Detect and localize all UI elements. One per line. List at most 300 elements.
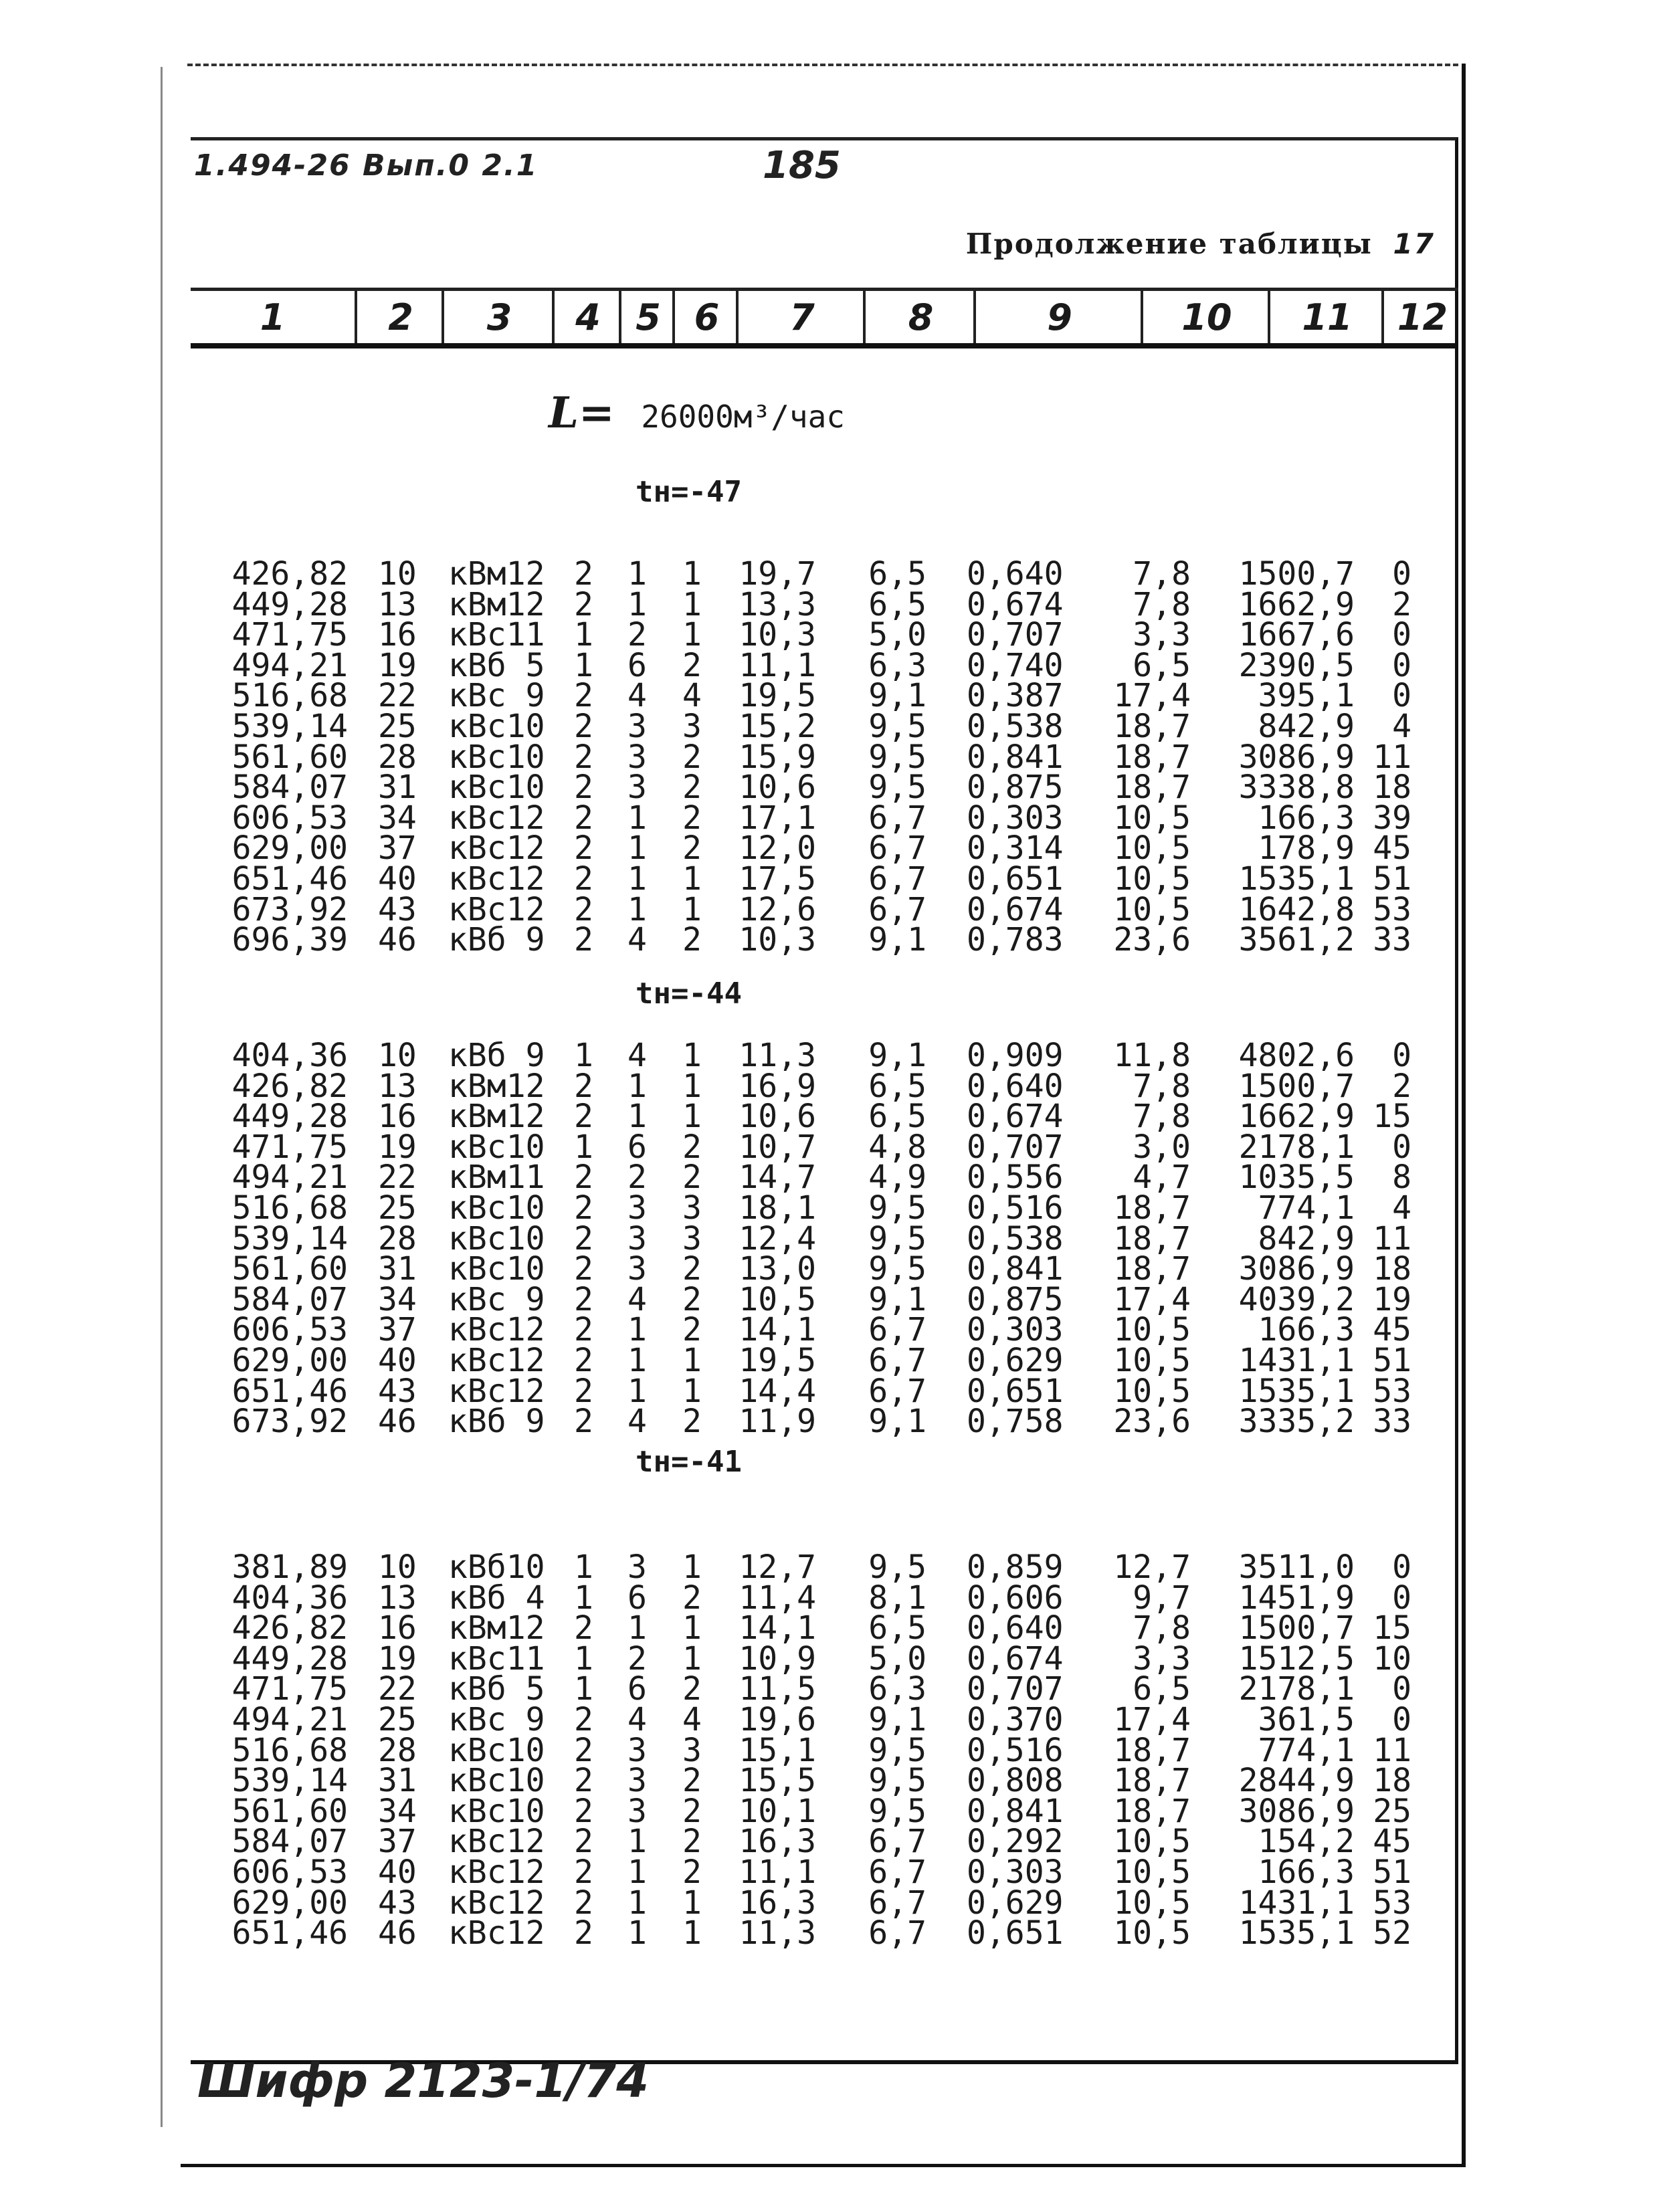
table-cell-col-1: 381,89 (231, 1548, 348, 1586)
table-cell-col-10: 3,3 (1133, 1639, 1191, 1678)
table-cell-col-8: 6,5 (868, 585, 926, 623)
table-cell-col-1: 539,14 (231, 1762, 348, 1800)
table-cell-col-1: 426,82 (231, 555, 348, 593)
table-cell-col-4: 2 (574, 1731, 593, 1769)
table-cell-col-11: 1642,8 (1238, 890, 1355, 928)
table-cell-col-11: 842,9 (1258, 1219, 1355, 1258)
table-cell-col-8: 9,5 (868, 1731, 926, 1769)
table-row (0, 1403, 1411, 1441)
table-cell-col-12: 8 (1392, 1159, 1411, 1197)
table-row (0, 646, 1411, 684)
table-cell-col-11: 842,9 (1258, 708, 1355, 745)
table-cell-col-6: 1 (682, 1098, 702, 1136)
table-cell-col-2: 22 (378, 1159, 417, 1197)
table-cell-col-4: 2 (574, 1311, 593, 1349)
section-temperature-label: tн=-44 (636, 977, 742, 1011)
table-cell-col-12: 19 (1373, 1280, 1411, 1318)
table-cell-col-8: 6,7 (868, 1823, 926, 1861)
table-cell-col-3: кВм12 (448, 555, 545, 593)
table-cell-col-9: 0,629 (967, 1342, 1064, 1379)
table-cell-col-5: 3 (627, 708, 647, 745)
table-cell-col-6: 2 (682, 769, 702, 807)
table-cell-col-12: 0 (1392, 677, 1411, 715)
table-cell-col-11: 395,1 (1258, 677, 1355, 715)
table-cell-col-12: 45 (1373, 829, 1411, 868)
column-header-7: 7 (736, 291, 866, 343)
table-cell-col-8: 6,7 (868, 1372, 926, 1410)
table-row (0, 585, 1411, 623)
table-cell-col-4: 2 (574, 585, 593, 623)
table-cell-col-5: 2 (627, 616, 647, 654)
table-cell-col-5: 3 (627, 1731, 647, 1769)
table-cell-col-2: 16 (378, 1609, 417, 1647)
table-cell-col-3: кВб 9 (448, 921, 545, 959)
table-cell-col-1: 404,36 (231, 1579, 348, 1617)
table-row (0, 860, 1411, 898)
table-cell-col-7: 15,9 (739, 738, 816, 776)
table-cell-col-3: кВс12 (448, 1853, 545, 1891)
table-cell-col-11: 3511,0 (1238, 1548, 1355, 1586)
table-cell-col-2: 31 (378, 1762, 417, 1800)
table-cell-col-12: 18 (1373, 1250, 1411, 1288)
column-header-3: 3 (442, 291, 555, 343)
table-cell-col-3: кВб 5 (448, 646, 545, 684)
table-cell-col-6: 3 (682, 1189, 702, 1227)
table-row (0, 1372, 1411, 1410)
table-cell-col-9: 0,303 (967, 1853, 1064, 1891)
table-cell-col-7: 10,3 (739, 921, 816, 959)
table-cell-col-5: 1 (627, 829, 647, 868)
table-cell-col-9: 0,707 (967, 616, 1064, 654)
table-cell-col-8: 6,5 (868, 1609, 926, 1647)
table-cell-col-2: 13 (378, 585, 417, 623)
table-cell-col-12: 4 (1392, 1189, 1411, 1227)
table-cell-col-6: 1 (682, 555, 702, 593)
table-cell-col-11: 1662,9 (1238, 585, 1355, 623)
table-cell-col-5: 1 (627, 1098, 647, 1136)
table-cell-col-12: 18 (1373, 1762, 1411, 1800)
column-header-2: 2 (355, 291, 444, 343)
table-cell-col-5: 6 (627, 1670, 647, 1708)
table-cell-col-7: 10,5 (739, 1280, 816, 1318)
table-row (0, 1159, 1411, 1197)
table-cell-col-10: 6,5 (1133, 646, 1191, 684)
table-cell-col-10: 18,7 (1113, 1762, 1191, 1800)
table-cell-col-10: 9,7 (1133, 1579, 1191, 1617)
column-header-6: 6 (672, 291, 739, 343)
table-cell-col-12: 11 (1373, 1219, 1411, 1258)
table-cell-col-12: 25 (1373, 1792, 1411, 1830)
table-cell-col-12: 4 (1392, 708, 1411, 745)
table-cell-col-11: 4039,2 (1238, 1280, 1355, 1318)
table-cell-col-3: кВс12 (448, 1914, 545, 1952)
table-cell-col-11: 1500,7 (1238, 1067, 1355, 1105)
table-cell-col-2: 22 (378, 677, 417, 715)
table-cell-col-1: 516,68 (231, 1731, 348, 1769)
table-cell-col-9: 0,370 (967, 1701, 1064, 1738)
table-cell-col-3: кВб 4 (448, 1579, 545, 1617)
table-cell-col-6: 3 (682, 1219, 702, 1258)
table-row (0, 1762, 1411, 1800)
table-cell-col-7: 17,5 (739, 860, 816, 898)
table-cell-col-9: 0,875 (967, 769, 1064, 807)
table-cell-col-10: 7,8 (1133, 585, 1191, 623)
table-cell-col-5: 1 (627, 1853, 647, 1891)
table-cell-col-11: 361,5 (1258, 1701, 1355, 1738)
table-cell-col-6: 2 (682, 1280, 702, 1318)
table-cell-col-11: 154,2 (1258, 1823, 1355, 1861)
table-cell-col-9: 0,674 (967, 890, 1064, 928)
table-cell-col-1: 494,21 (231, 646, 348, 684)
table-cell-col-4: 1 (574, 646, 593, 684)
table-cell-col-7: 11,1 (739, 646, 816, 684)
table-cell-col-5: 1 (627, 1372, 647, 1410)
table-cell-col-1: 629,00 (231, 829, 348, 868)
column-header-9: 9 (973, 291, 1143, 343)
table-cell-col-1: 651,46 (231, 1914, 348, 1952)
table-cell-col-1: 539,14 (231, 708, 348, 745)
table-cell-col-10: 18,7 (1113, 738, 1191, 776)
table-cell-col-4: 2 (574, 1159, 593, 1197)
table-cell-col-6: 1 (682, 1639, 702, 1678)
table-cell-col-8: 6,7 (868, 1853, 926, 1891)
table-cell-col-3: кВм11 (448, 1159, 545, 1197)
table-cell-col-1: 651,46 (231, 1372, 348, 1410)
table-cell-col-1: 606,53 (231, 1853, 348, 1891)
table-cell-col-1: 494,21 (231, 1159, 348, 1197)
table-cell-col-6: 2 (682, 1670, 702, 1708)
table-cell-col-6: 2 (682, 1159, 702, 1197)
column-header-8: 8 (863, 291, 976, 343)
table-cell-col-11: 166,3 (1258, 1853, 1355, 1891)
table-cell-col-4: 2 (574, 1189, 593, 1227)
table-cell-col-2: 10 (378, 1548, 417, 1586)
table-cell-col-9: 0,859 (967, 1548, 1064, 1586)
table-cell-col-7: 15,5 (739, 1762, 816, 1800)
table-cell-col-4: 2 (574, 890, 593, 928)
table-cell-col-11: 1431,1 (1238, 1342, 1355, 1379)
table-cell-col-5: 3 (627, 1219, 647, 1258)
table-cell-col-3: кВс10 (448, 1128, 545, 1166)
table-cell-col-7: 10,6 (739, 1098, 816, 1136)
table-cell-col-2: 22 (378, 1670, 417, 1708)
table-cell-col-10: 10,5 (1113, 1311, 1191, 1349)
table-cell-col-5: 3 (627, 1250, 647, 1288)
table-cell-col-7: 16,3 (739, 1823, 816, 1861)
table-cell-col-6: 2 (682, 1762, 702, 1800)
table-cell-col-4: 2 (574, 1792, 593, 1830)
table-cell-col-6: 1 (682, 1914, 702, 1952)
table-cell-col-10: 10,5 (1113, 1884, 1191, 1922)
table-row (0, 1098, 1411, 1136)
table-cell-col-12: 33 (1373, 921, 1411, 959)
table-cell-col-7: 11,4 (739, 1579, 816, 1617)
table-cell-col-8: 6,3 (868, 646, 926, 684)
table-row (0, 1342, 1411, 1379)
table-cell-col-10: 18,7 (1113, 1731, 1191, 1769)
table-cell-col-9: 0,292 (967, 1823, 1064, 1861)
table-cell-col-4: 2 (574, 1280, 593, 1318)
table-cell-col-3: кВс12 (448, 1884, 545, 1922)
table-cell-col-9: 0,909 (967, 1037, 1064, 1074)
table-row (0, 708, 1411, 745)
table-cell-col-5: 3 (627, 738, 647, 776)
table-cell-col-7: 16,3 (739, 1884, 816, 1922)
table-cell-col-5: 3 (627, 769, 647, 807)
table-cell-col-8: 8,1 (868, 1579, 926, 1617)
table-cell-col-2: 10 (378, 1037, 417, 1074)
table-cell-col-6: 1 (682, 1342, 702, 1379)
table-row (0, 555, 1411, 593)
table-cell-col-2: 19 (378, 646, 417, 684)
table-cell-col-12: 51 (1373, 860, 1411, 898)
table-cell-col-5: 4 (627, 921, 647, 959)
table-cell-col-1: 561,60 (231, 738, 348, 776)
table-cell-col-12: 15 (1373, 1098, 1411, 1136)
table-cell-col-10: 3,3 (1133, 616, 1191, 654)
table-cell-col-2: 10 (378, 555, 417, 593)
table-cell-col-11: 3086,9 (1238, 1250, 1355, 1288)
table-cell-col-4: 2 (574, 1403, 593, 1441)
table-cell-col-10: 17,4 (1113, 1280, 1191, 1318)
table-cell-col-1: 449,28 (231, 1098, 348, 1136)
table-cell-col-6: 3 (682, 1731, 702, 1769)
table-cell-col-8: 6,7 (868, 1914, 926, 1952)
table-cell-col-1: 471,75 (231, 616, 348, 654)
section-temperature-label: tн=-41 (636, 1445, 742, 1479)
table-cell-col-4: 1 (574, 1670, 593, 1708)
column-header-10: 10 (1141, 291, 1270, 343)
table-cell-col-3: кВс10 (448, 1792, 545, 1830)
table-cell-col-6: 1 (682, 890, 702, 928)
table-cell-col-9: 0,538 (967, 1219, 1064, 1258)
table-cell-col-9: 0,875 (967, 1280, 1064, 1318)
table-cell-col-1: 471,75 (231, 1670, 348, 1708)
table-cell-col-5: 6 (627, 1128, 647, 1166)
table-cell-col-1: 696,39 (231, 921, 348, 959)
table-cell-col-10: 6,5 (1133, 1670, 1191, 1708)
table-cell-col-4: 1 (574, 1548, 593, 1586)
table-cell-col-3: кВс10 (448, 1250, 545, 1288)
table-cell-col-12: 53 (1373, 1884, 1411, 1922)
table-cell-col-12: 0 (1392, 1579, 1411, 1617)
table-cell-col-8: 6,5 (868, 1098, 926, 1136)
table-cell-col-5: 2 (627, 1639, 647, 1678)
table-cell-col-12: 53 (1373, 890, 1411, 928)
table-cell-col-10: 23,6 (1113, 921, 1191, 959)
table-cell-col-7: 15,2 (739, 708, 816, 745)
table-cell-col-4: 2 (574, 708, 593, 745)
table-cell-col-1: 584,07 (231, 1823, 348, 1861)
table-cell-col-5: 1 (627, 1067, 647, 1105)
table-cell-col-5: 1 (627, 1884, 647, 1922)
table-cell-col-7: 19,5 (739, 677, 816, 715)
table-cell-col-3: кВм12 (448, 1609, 545, 1647)
table-cell-col-9: 0,758 (967, 1403, 1064, 1441)
table-cell-col-7: 14,1 (739, 1311, 816, 1349)
table-cell-col-7: 10,1 (739, 1792, 816, 1830)
table-cell-col-9: 0,740 (967, 646, 1064, 684)
table-cell-col-5: 4 (627, 1403, 647, 1441)
table-cell-col-6: 2 (682, 738, 702, 776)
table-cell-col-10: 7,8 (1133, 1067, 1191, 1105)
table-cell-col-9: 0,606 (967, 1579, 1064, 1617)
table-cell-col-5: 6 (627, 646, 647, 684)
table-cell-col-7: 12,0 (739, 829, 816, 868)
table-cell-col-11: 166,3 (1258, 799, 1355, 837)
table-cell-col-12: 2 (1392, 1067, 1411, 1105)
table-cell-col-7: 12,6 (739, 890, 816, 928)
table-cell-col-3: кВс 9 (448, 1701, 545, 1738)
table-cell-col-12: 0 (1392, 555, 1411, 593)
table-cell-col-1: 449,28 (231, 1639, 348, 1678)
table-cell-col-2: 13 (378, 1579, 417, 1617)
table-cell-col-1: 561,60 (231, 1250, 348, 1288)
table-cell-col-8: 6,7 (868, 1884, 926, 1922)
table-row (0, 1128, 1411, 1166)
table-cell-col-5: 1 (627, 1342, 647, 1379)
table-cell-col-2: 43 (378, 890, 417, 928)
table-cell-col-9: 0,674 (967, 1639, 1064, 1678)
table-cell-col-9: 0,651 (967, 1372, 1064, 1410)
table-cell-col-5: 1 (627, 1914, 647, 1952)
table-cell-col-3: кВб 5 (448, 1670, 545, 1708)
table-cell-col-1: 494,21 (231, 1701, 348, 1738)
table-cell-col-10: 7,8 (1133, 555, 1191, 593)
table-row (0, 1823, 1411, 1861)
table-cell-col-11: 1451,9 (1238, 1579, 1355, 1617)
table-cell-col-5: 4 (627, 1280, 647, 1318)
table-cell-col-3: кВс12 (448, 1823, 545, 1861)
table-cell-col-9: 0,841 (967, 738, 1064, 776)
table-row (0, 1884, 1411, 1922)
table-cell-col-3: кВс10 (448, 1762, 545, 1800)
table-cell-col-7: 11,5 (739, 1670, 816, 1708)
table-cell-col-11: 3561,2 (1238, 921, 1355, 959)
table-cell-col-4: 2 (574, 829, 593, 868)
table-cell-col-10: 18,7 (1113, 1792, 1191, 1830)
table-row (0, 616, 1411, 654)
table-cell-col-9: 0,303 (967, 1311, 1064, 1349)
table-cell-col-12: 10 (1373, 1639, 1411, 1678)
table-cell-col-7: 18,1 (739, 1189, 816, 1227)
table-cell-col-4: 2 (574, 769, 593, 807)
table-cell-col-3: кВс10 (448, 1219, 545, 1258)
table-cell-col-11: 774,1 (1258, 1189, 1355, 1227)
table-cell-col-4: 2 (574, 1762, 593, 1800)
table-cell-col-5: 1 (627, 1609, 647, 1647)
table-cell-col-7: 11,1 (739, 1853, 816, 1891)
table-row (0, 738, 1411, 776)
column-header-row (191, 288, 1458, 348)
table-cell-col-8: 9,1 (868, 1403, 926, 1441)
table-cell-col-2: 46 (378, 1403, 417, 1441)
table-cell-col-6: 2 (682, 646, 702, 684)
table-cell-col-11: 178,9 (1258, 829, 1355, 868)
table-cell-col-9: 0,314 (967, 829, 1064, 868)
table-cell-col-2: 46 (378, 1914, 417, 1952)
table-row (0, 1219, 1411, 1258)
table-cell-col-4: 2 (574, 1250, 593, 1288)
table-cell-col-8: 9,1 (868, 921, 926, 959)
table-cell-col-1: 629,00 (231, 1884, 348, 1922)
table-cell-col-12: 45 (1373, 1823, 1411, 1861)
table-cell-col-10: 12,7 (1113, 1548, 1191, 1586)
table-cell-col-4: 1 (574, 1579, 593, 1617)
table-cell-col-4: 2 (574, 1609, 593, 1647)
table-cell-col-8: 9,1 (868, 1280, 926, 1318)
table-row (0, 677, 1411, 715)
table-cell-col-1: 404,36 (231, 1037, 348, 1074)
table-cell-col-8: 9,5 (868, 1792, 926, 1830)
table-cell-col-1: 584,07 (231, 1280, 348, 1318)
table-cell-col-7: 11,9 (739, 1403, 816, 1441)
table-cell-col-4: 2 (574, 1342, 593, 1379)
table-cell-col-5: 3 (627, 1762, 647, 1800)
table-cell-col-10: 18,7 (1113, 1219, 1191, 1258)
table-cell-col-10: 17,4 (1113, 677, 1191, 715)
table-cell-col-11: 2178,1 (1238, 1128, 1355, 1166)
table-cell-col-2: 40 (378, 860, 417, 898)
table-cell-col-10: 10,5 (1113, 829, 1191, 868)
table-cell-col-4: 2 (574, 1853, 593, 1891)
table-cell-col-1: 561,60 (231, 1792, 348, 1830)
table-row (0, 1250, 1411, 1288)
table-cell-col-2: 43 (378, 1884, 417, 1922)
table-cell-col-2: 34 (378, 1792, 417, 1830)
table-cell-col-8: 6,7 (868, 1311, 926, 1349)
table-cell-col-1: 449,28 (231, 585, 348, 623)
table-cell-col-7: 13,0 (739, 1250, 816, 1288)
continuation-text: Продолжение таблицы (965, 227, 1373, 260)
table-cell-col-8: 9,5 (868, 769, 926, 807)
table-cell-col-3: кВс10 (448, 708, 545, 745)
table-cell-col-5: 6 (627, 1579, 647, 1617)
flow-rate-label (549, 388, 845, 438)
table-cell-col-9: 0,640 (967, 1609, 1064, 1647)
table-cell-col-4: 2 (574, 555, 593, 593)
table-cell-col-11: 2844,9 (1238, 1762, 1355, 1800)
table-cell-col-1: 426,82 (231, 1067, 348, 1105)
table-row (0, 1037, 1411, 1074)
table-cell-col-10: 23,6 (1113, 1403, 1191, 1441)
table-cell-col-4: 2 (574, 1098, 593, 1136)
table-cell-col-8: 9,5 (868, 738, 926, 776)
table-cell-col-4: 2 (574, 921, 593, 959)
table-cell-col-9: 0,808 (967, 1762, 1064, 1800)
table-cell-col-12: 0 (1392, 1037, 1411, 1074)
document-code: 1.494-26 Вып.0 2.1 (194, 148, 539, 183)
table-cell-col-4: 2 (574, 738, 593, 776)
table-cell-col-2: 37 (378, 1823, 417, 1861)
table-row (0, 1731, 1411, 1769)
table-cell-col-11: 1667,6 (1238, 616, 1355, 654)
table-cell-col-12: 18 (1373, 769, 1411, 807)
table-cell-col-6: 2 (682, 1311, 702, 1349)
table-cell-col-7: 10,6 (739, 769, 816, 807)
table-cell-col-6: 3 (682, 708, 702, 745)
table-cell-col-3: кВс12 (448, 1311, 545, 1349)
table-cell-col-6: 4 (682, 677, 702, 715)
table-cell-col-6: 2 (682, 1823, 702, 1861)
table-cell-col-10: 18,7 (1113, 708, 1191, 745)
column-header-11: 11 (1268, 291, 1384, 343)
table-cell-col-4: 2 (574, 1823, 593, 1861)
table-cell-col-10: 10,5 (1113, 1914, 1191, 1952)
table-row (0, 1280, 1411, 1318)
table-row (0, 921, 1411, 959)
table-cell-col-7: 15,1 (739, 1731, 816, 1769)
